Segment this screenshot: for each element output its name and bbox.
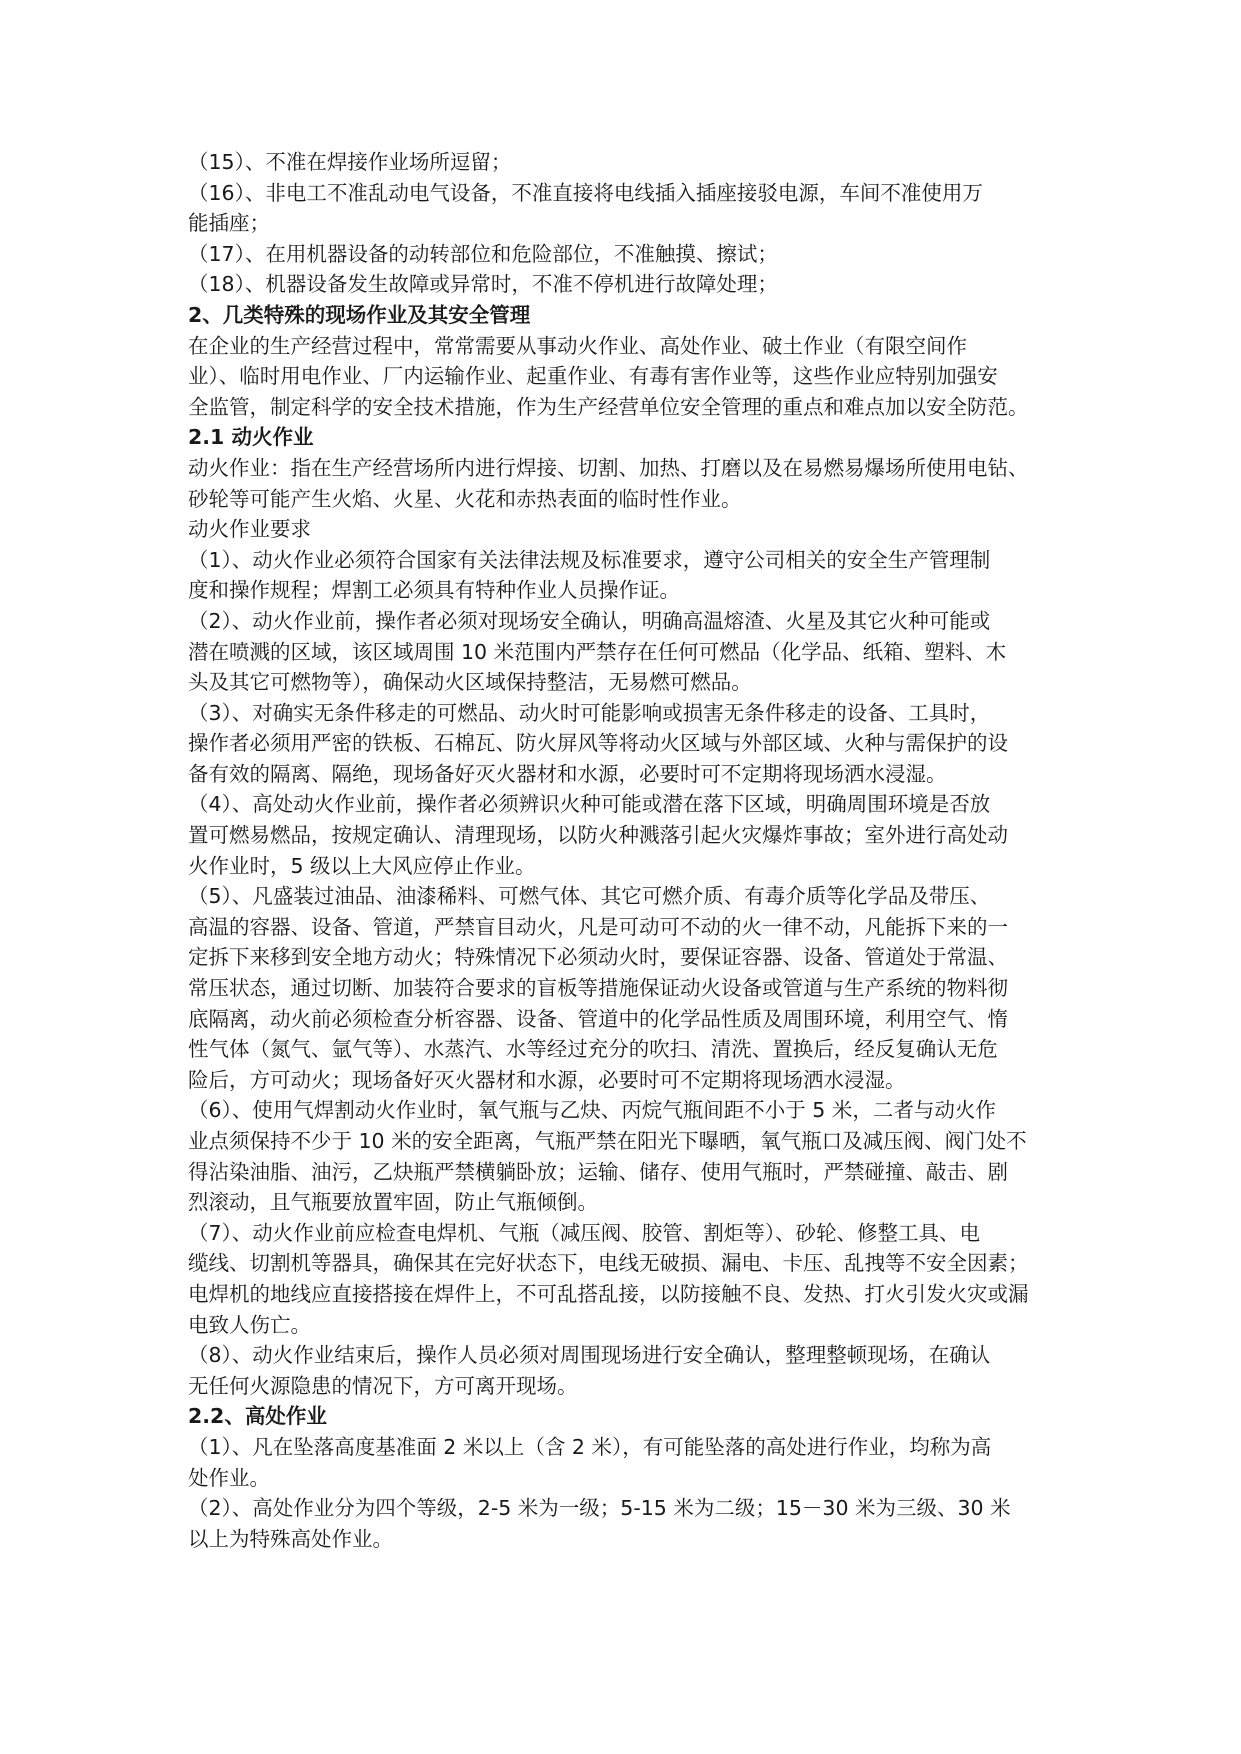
text-line: 电焊机的地线应直接搭接在焊件上，不可乱搭乱接，以防接触不良、发热、打火引发火灾或漏 [188, 1281, 1029, 1306]
text-line: 动火作业：指在生产经营场所内进行焊接、切割、加热、打磨以及在易燃易爆场所使用电钻、 [188, 455, 1029, 480]
text-line: 潜在喷溅的区域，该区域周围 10 米范围内严禁存在任何可燃品（化学品、纸箱、塑料、木 [188, 639, 1007, 664]
text-line: 得沾染油脂、油污，乙炔瓶严禁横躺卧放；运输、储存、使用气瓶时，严禁碰撞、敲击、剧 [188, 1159, 1008, 1184]
text-line: 操作者必须用严密的铁板、石棉瓦、防火屏风等将动火区域与外部区域、火种与需保护的设 [188, 731, 1008, 756]
text-line: 险后，方可动火；现场备好灭火器材和水源，必要时可不定期将现场洒水浸湿。 [188, 1067, 906, 1092]
text-line: 备有效的隔离、隔绝，现场备好灭火器材和水源，必要时可不定期将现场洒水浸湿。 [188, 761, 947, 786]
text-line: 常压状态，通过切断、加装符合要求的盲板等措施保证动火设备或管道与生产系统的物料彻 [188, 976, 1008, 1001]
section-heading: 2.2、高处作业 [188, 1404, 327, 1429]
text-line: 定拆下来移到安全地方动火；特殊情况下必须动火时，要保证容器、设备、管道处于常温、 [188, 945, 1008, 970]
text-line: （5）、凡盛装过油品、油漆稀料、可燃气体、其它可燃介质、有毒介质等化学品及带压、 [188, 884, 991, 909]
text-line: （1）、动火作业必须符合国家有关法律法规及标准要求，遵守公司相关的安全生产管理制 [188, 547, 991, 572]
text-line: 缆线、切割机等器具，确保其在完好状态下，电线无破损、漏电、卡压、乱拽等不安全因素； [188, 1251, 1029, 1276]
text-line: 性气体（氮气、氩气等）、水蒸汽、水等经过充分的吹扫、清洗、置换后，经反复确认无危 [188, 1037, 998, 1062]
text-line: 全监管，制定科学的安全技术措施，作为生产经营单位安全管理的重点和难点加以安全防范。 [188, 394, 1029, 419]
text-line: 能插座； [188, 211, 270, 236]
text-line: 处作业。 [188, 1465, 270, 1490]
text-line: 度和操作规程；焊割工必须具有特种作业人员操作证。 [188, 578, 680, 603]
text-line: （3）、对确实无条件移走的可燃品、动火时可能影响或损害无条件移走的设备、工具时， [188, 700, 991, 725]
section-heading: 2、几类特殊的现场作业及其安全管理 [188, 302, 531, 327]
text-line: 底隔离，动火前必须检查分析容器、设备、管道中的化学品性质及周围环境，利用空气、惰 [188, 1006, 1008, 1031]
text-line: （6）、使用气焊割动火作业时，氧气瓶与乙炔、丙烷气瓶间距不小于 5 米，二者与动火作 [188, 1098, 996, 1123]
text-line: （18）、机器设备发生故障或异常时，不准不停机进行故障处理； [188, 272, 778, 297]
text-line: 动火作业要求 [188, 517, 311, 542]
text-line: （1）、凡在坠落高度基准面 2 米以上（含 2 米），有可能坠落的高处进行作业，均称为高 [188, 1434, 992, 1459]
text-line: 在企业的生产经营过程中，常常需要从事动火作业、高处作业、破土作业（有限空间作 [188, 333, 967, 358]
text-line: 电致人伤亡。 [188, 1312, 311, 1337]
text-line: 业）、临时用电作业、厂内运输作业、起重作业、有毒有害作业等，这些作业应特别加强安 [188, 364, 998, 389]
section-heading: 2.1 动火作业 [188, 425, 314, 450]
text-line: （17）、在用机器设备的动转部位和危险部位，不准触摸、擦试； [188, 241, 778, 266]
text-line: （2）、高处作业分为四个等级，2-5 米为一级；5-15 米为二级；15－30 米为三级、30 米 [188, 1496, 1011, 1521]
text-line: 烈滚动，且气瓶要放置牢固，防止气瓶倾倒。 [188, 1190, 598, 1215]
text-line: 高温的容器、设备、管道，严禁盲目动火，凡是可动可不动的火一律不动，凡能拆下来的一 [188, 914, 1008, 939]
text-line: 以上为特殊高处作业。 [188, 1526, 393, 1551]
text-line: 砂轮等可能产生火焰、火星、火花和赤热表面的临时性作业。 [188, 486, 742, 511]
document-page [188, 147, 1053, 1554]
text-line: （16）、非电工不准乱动电气设备，不准直接将电线插入插座接驳电源，车间不准使用万 [188, 180, 983, 205]
text-line: 火作业时，5 级以上大风应停止作业。 [188, 853, 536, 878]
text-line: （15）、不准在焊接作业场所逗留； [188, 150, 512, 174]
text-line: 无任何火源隐患的情况下，方可离开现场。 [188, 1373, 578, 1398]
text-line: （2）、动火作业前，操作者必须对现场安全确认，明确高温熔渣、火星及其它火种可能或 [188, 608, 991, 633]
text-line: 置可燃易燃品，按规定确认、清理现场，以防火种溅落引起火灾爆炸事故；室外进行高处动 [188, 823, 1008, 848]
text-line: 头及其它可燃物等），确保动火区域保持整洁，无易燃可燃品。 [188, 670, 752, 695]
text-line: （8）、动火作业结束后，操作人员必须对周围现场进行安全确认，整理整顿现场，在确认 [188, 1343, 991, 1368]
text-line: （7）、动火作业前应检查电焊机、气瓶（减压阀、胶管、割炬等）、砂轮、修整工具、电 [188, 1220, 981, 1245]
text-line: （4）、高处动火作业前，操作者必须辨识火种可能或潜在落下区域，明确周围环境是否放 [188, 792, 991, 817]
text-line: 业点须保持不少于 10 米的安全距离，气瓶严禁在阳光下曝晒，氧气瓶口及减压阀、阀门处不 [188, 1129, 1027, 1153]
